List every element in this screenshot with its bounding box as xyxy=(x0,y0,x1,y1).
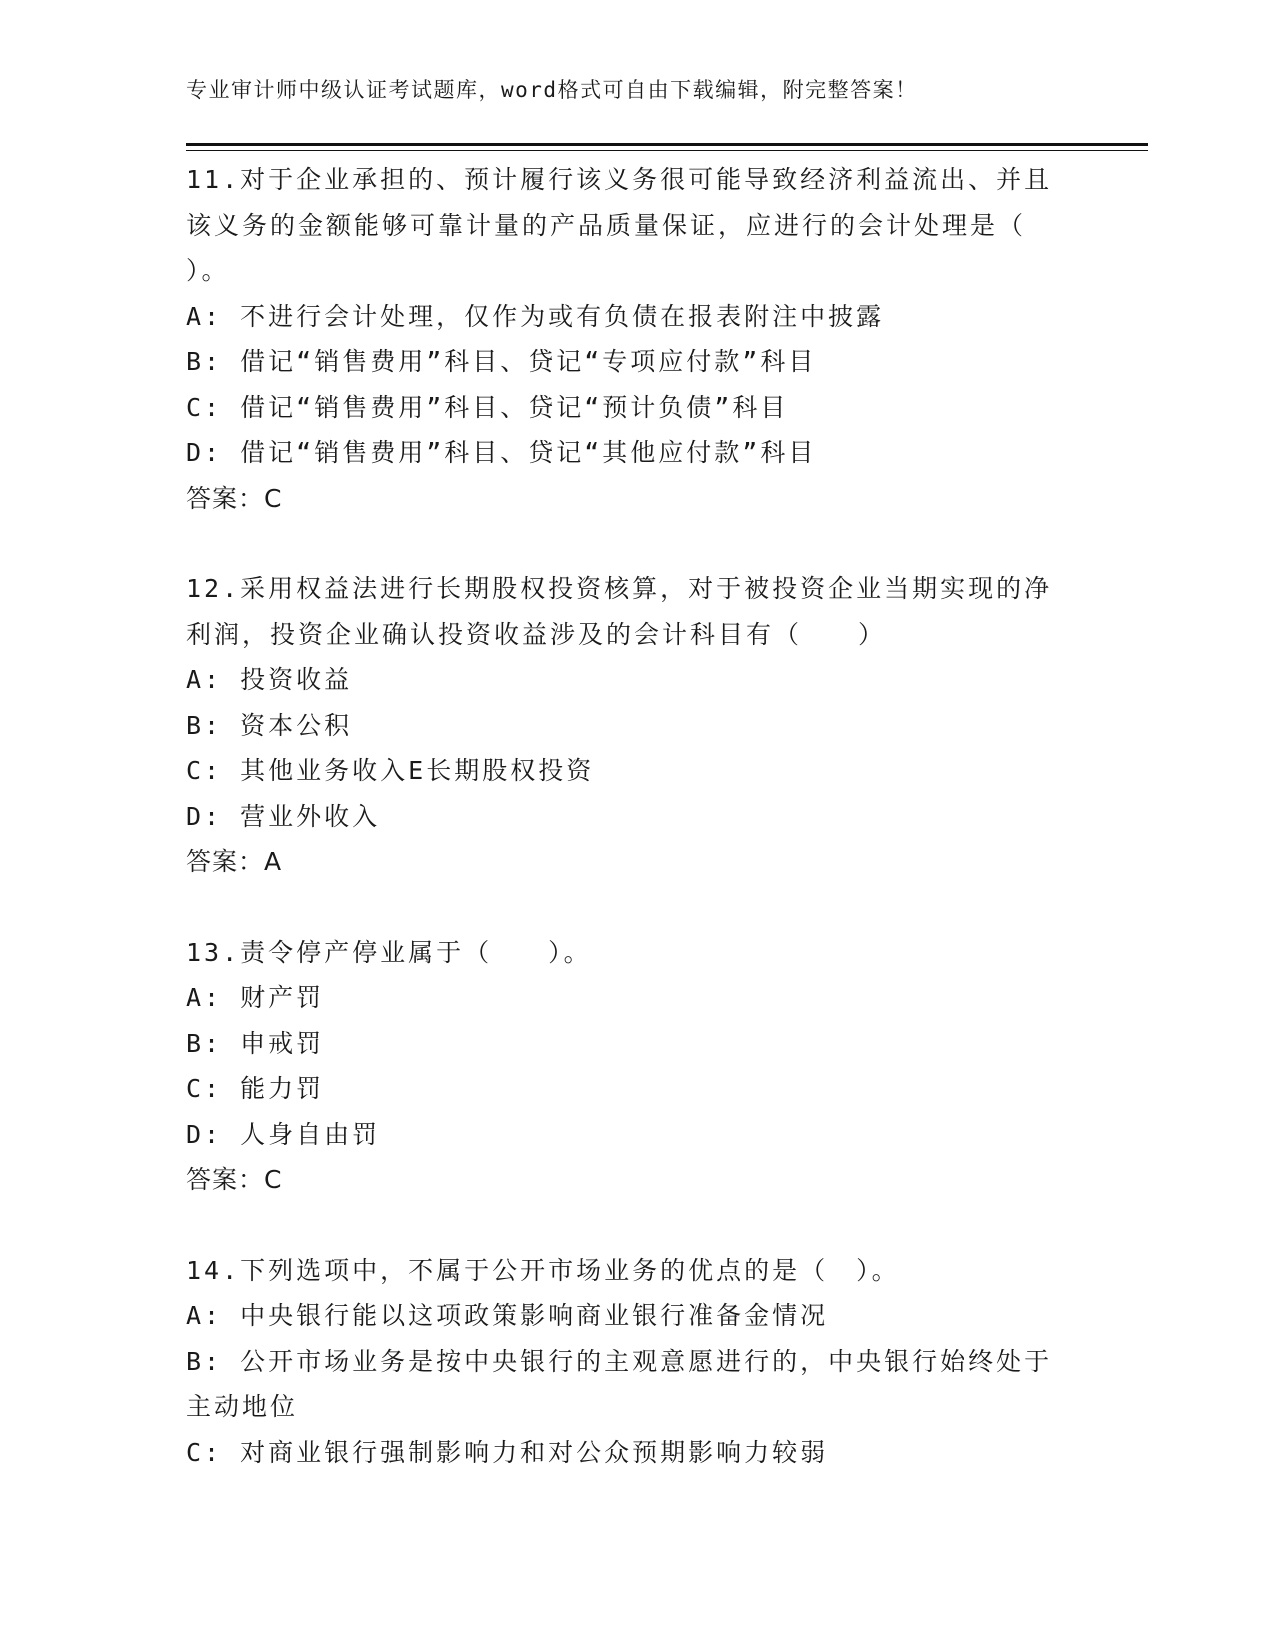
question-12 xyxy=(186,566,1086,885)
option-b: B: 资本公积 xyxy=(186,710,353,740)
answer-line: 答案：C xyxy=(186,1165,283,1194)
question-stem-line: 13.责令停产停业属于（ ）。 xyxy=(186,937,592,967)
option-b: B: 申戒罚 xyxy=(186,1028,325,1058)
option-b: B: 公开市场业务是按中央银行的主观意愿进行的，中央银行始终处于 xyxy=(186,1346,1053,1376)
option-b: B: 借记“销售费用”科目、贷记“专项应付款”科目 xyxy=(186,347,817,376)
option-c: C: 其他业务收入E长期股权投资 xyxy=(186,756,595,785)
option-c: C: 对商业银行强制影响力和对公众预期影响力较弱 xyxy=(186,1437,829,1467)
question-stem-line: ）。 xyxy=(186,256,230,285)
option-d: D: 借记“销售费用”科目、贷记“其他应付款”科目 xyxy=(186,438,817,467)
header-rule-thin xyxy=(186,150,1148,151)
option-a: A: 中央银行能以这项政策影响商业银行准备金情况 xyxy=(186,1301,829,1330)
question-13 xyxy=(186,930,1086,1203)
question-stem-line: 该义务的金额能够可靠计量的产品质量保证，应进行的会计处理是（ xyxy=(186,210,1027,240)
option-c: C: 能力罚 xyxy=(186,1074,325,1103)
option-d: D: 人身自由罚 xyxy=(186,1119,381,1149)
question-stem-line: 利润，投资企业确认投资收益涉及的会计科目有（ ） xyxy=(186,619,887,649)
page-header: 专业审计师中级认证考试题库，word格式可自由下载编辑，附完整答案！ xyxy=(186,78,918,102)
option-d: D: 营业外收入 xyxy=(186,801,381,831)
option-a: A: 财产罚 xyxy=(186,983,325,1012)
answer-line: 答案：C xyxy=(186,483,283,513)
question-stem-line: 11.对于企业承担的、预计履行该义务很可能导致经济利益流出、并且 xyxy=(186,165,1053,194)
question-11 xyxy=(186,157,1086,521)
answer-line: 答案：A xyxy=(186,847,283,876)
option-c: C: 借记“销售费用”科目、贷记“预计负债”科目 xyxy=(186,392,789,422)
option-a: A: 投资收益 xyxy=(186,665,353,694)
option-a: A: 不进行会计处理，仅作为或有负债在报表附注中披露 xyxy=(186,301,885,331)
question-14 xyxy=(186,1248,1086,1476)
question-stem-line: 12.采用权益法进行长期股权投资核算，对于被投资企业当期实现的净 xyxy=(186,574,1053,603)
option-b-continued: 主动地位 xyxy=(186,1392,299,1421)
header-rule-thick xyxy=(186,143,1148,146)
question-list xyxy=(186,157,1086,1520)
question-stem-line: 14.下列选项中，不属于公开市场业务的优点的是（ ）。 xyxy=(186,1255,900,1285)
